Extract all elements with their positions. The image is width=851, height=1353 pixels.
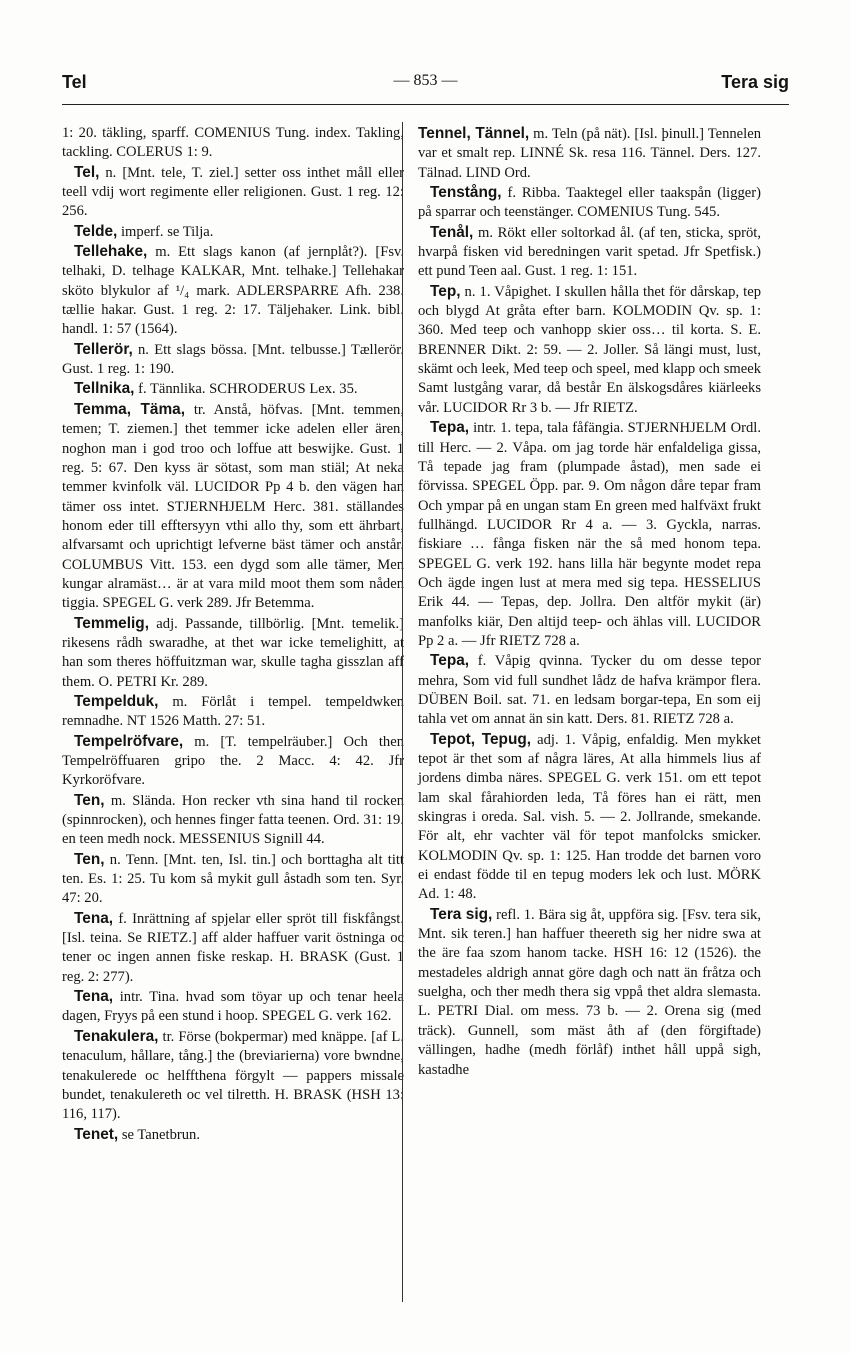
- dictionary-entry: [62, 124, 404, 163]
- entry-text: intr. Tina. hvad som töyar up och tenar heela dagen, Fryys på een stund i hoop. SPEGEL G. verk 162.: [62, 989, 404, 1025]
- entry-headword: Tepot, Tepug,: [430, 730, 532, 748]
- entry-text: refl. 1. Bära sig åt, uppföra sig. [Fsv. tera sik, Mnt. sik teren.] han haffuer theereth sig her nidre swa at the äre faa szom hanom tacke. HSH 16: 12 (1526). the mestadeles aldrigh annat göre dagh och natt än fråtza och suelgha, och ther medh thera sig vppå thet aldra slemasta. L. PETRI Dial. om mess. 73 b. — 2. Orena sig (med träck). Gunnell, som mäst åth af (den förgiftade) vällingen, hadhe (medh förlåf) inthet håll uppå sigh, kastadhe: [418, 906, 762, 1078]
- entry-headword: Tepa,: [430, 419, 470, 437]
- dictionary-entry: [62, 379, 404, 399]
- entry-headword: Tellehake,: [74, 243, 148, 261]
- dictionary-entry: [62, 163, 404, 222]
- dictionary-entry: [418, 730, 761, 905]
- entry-text: f. Tännlika. SCHRODERUS Lex. 35.: [134, 381, 358, 398]
- entry-text: intr. 1. tepa, tala fåfängia. STJERNHJELM Ordl. till Herc. — 2. Våpa. om jag torde här enfaldeliga gissa, Tå tepade jag fram (plumpade åstad), men sade ei förvissa. SPEGEL Öpp. par. 9. Om någon dåre tepar fram Och ympar på en ungan stam En green med halfväxt frukt fullhängd. LUCIDOR Rr 4 a. — 3. Gyckla, narras. fiskiare … fånga fisken när the så med honom tepa. SPEGEL G. verk 192. hans lilla här begynte modet repa Och ägde ingen lust at mera med sig tepa. HESSELIUS Erik 44. — Tepas, dep. Jollra. Den altför mykit (är) manfolks kiär, Den altijd teep- och ählas vill. LUCIDOR Pp 2 a. — Jfr RIETZ 728 a.: [418, 420, 761, 649]
- entry-text: tr. Förse (bokpermar) med knäppe. [af L. tenaculum, hållare, tång.] the (breviarierna) vore bwndne, tenakulerede oc helffthena förgylt — pappers missale bundet, tenakulereth oc vel tilretth. H. BRASK (HSH 13: 116, 117).: [62, 1028, 404, 1123]
- left-column: [62, 124, 404, 1145]
- entry-headword: Tellerör,: [74, 340, 133, 358]
- dictionary-entry: [62, 614, 404, 692]
- entry-headword: Ten,: [74, 791, 105, 809]
- entry-text: adj. Passande, tillbörlig. [Mnt. temelik.] rikesens rådh swaradhe, at thet war icke temelighitt, at han som theres höffuitzman war, skulle tagha gisszlan aff them. O. PETRI Kr. 289.: [62, 615, 404, 690]
- entry-text: m. Rökt eller soltorkad ål. (af ten, sticka, spröt, hvarpå fisken vid beredningen varit spetad. Jfr Spetfisk.) ett pund Teen aal. Gust. 1 reg. 1: 151.: [418, 224, 761, 280]
- entry-text: n. Tenn. [Mnt. ten, Isl. tin.] och borttagha alt titt ten. Es. 1: 25. Tu kom så mykit gull åstadh som ten. Syr. 47: 20.: [62, 851, 404, 907]
- dictionary-entry: [418, 183, 761, 223]
- entry-headword: Ten,: [74, 850, 105, 868]
- header-right-headword: Tera sig: [721, 72, 789, 92]
- entry-headword: Tennel, Tännel,: [418, 125, 530, 142]
- entry-text: se Tanetbrun.: [118, 1126, 200, 1143]
- entry-headword: Temmelig,: [74, 614, 149, 632]
- dictionary-entry: [418, 905, 761, 1080]
- dictionary-entry: [62, 987, 404, 1027]
- entry-headword: Tenet,: [74, 1125, 119, 1143]
- page-header: [62, 72, 789, 102]
- entry-headword: Telde,: [74, 222, 118, 240]
- entry-headword: Tellnika,: [74, 380, 135, 398]
- entry-headword: Tel,: [74, 163, 100, 181]
- entry-headword: Tenakulera,: [74, 1027, 159, 1045]
- dictionary-entry: [62, 242, 404, 340]
- dictionary-entry: [418, 651, 761, 729]
- entry-text: tr. Anstå, höfvas. [Mnt. temmen, temen; T. ziemen.] thet temmer icke adelen eller ären, noghon man i god troo och loffue att beswijke. Gust. 1 reg. 5: 67. Den kyss är sötast, som man stiäl; At neka temmer kvinfolk väl. LUCIDOR Pp 4 b. den vägen han tämer oss intet. STJERNHJELM Herc. 381. ställandes honom eder till efftersyyn vthi allo thy, som ett ährbart, alfvarsamt och uprichtigt lefverne bäst tämer och anstår. COLUMBUS Vitt. 153. een dygd som alle tämer, Men kungar alramäst… är at vara mild moot them som nåden tiggia. SPEGEL G. verk 289. Jfr Betemma.: [62, 401, 404, 612]
- entry-text: imperf. se Tilja.: [117, 223, 214, 240]
- entry-headword: Tepa,: [430, 652, 470, 670]
- header-rule: [62, 104, 789, 105]
- entry-headword: Tempelduk,: [74, 692, 159, 710]
- header-left-headword: Tel: [62, 72, 87, 92]
- dictionary-entry: [62, 1125, 404, 1145]
- dictionary-entry: [418, 223, 761, 282]
- dictionary-entry: [418, 124, 761, 183]
- entry-text: m. Slända. Hon recker vth sina hand til rocken (spinnrocken), och hennes finger fatta teenen. Ord. 31: 19. en teen medh nock. MESSENIUS Signill 44.: [62, 792, 404, 848]
- dictionary-entry: [418, 282, 761, 418]
- entry-headword: Temma, Täma,: [74, 400, 185, 418]
- dictionary-entry: [62, 791, 404, 850]
- entry-text: f. Våpig qvinna. Tycker du om desse tepor mehra, Som vid full sundhet lådz de hafva krämpor flera. DÜBEN Boil. sat. 71. en ledsam borgar-tepa, En som eij tahla vet om annat än sin katt. Ders. 81. RIETZ 728 a.: [418, 653, 761, 728]
- entry-text: m. Ett slags kanon (af jernplåt?). [Fsv. telhaki, D. telhage KALKAR, Mnt. telhake.] Tellehakar sköto blykulor af ¹/₄ mark. ADLERSPARRE Afh. 238. tællie hakar. Gust. 1 reg. 2: 17. Täljehaker. Link. bibl. handl. 1: 57 (1564).: [62, 244, 404, 338]
- dictionary-entry: [62, 1027, 404, 1125]
- dictionary-entry: [62, 909, 404, 987]
- entry-text: m. Teln (på nät). [Isl. þinull.] Tennelen var et smalt rep. LINNÉ Sk. resa 116. Tännel. Ders. 127. Tälnad. LIND Ord.: [418, 126, 761, 181]
- dictionary-entry: [62, 222, 404, 242]
- entry-text: f. Inrättning af spjelar eller spröt till fiskfångst. [Isl. teina. Se RIETZ.] aff alder haffuer varit östninga oc tener oc ingen annen fiske reskap. H. BRASK (Gust. 1 reg. 2: 277).: [62, 910, 404, 985]
- entry-text: adj. 1. Våpig, enfaldig. Men mykket tepot är thet som af några läres, At alla himmels lius af jordens dimba näres. SPEGEL G. verk 151. om ett tepot lam skal fårahiorden leda, Tå föres han ei rätt, men skingras i oreda. Sal. vish. 5. — 2. Jollrande, smekande. För alt, ehr vachter väl för tepot manfolcks smicker. KOLMODIN Qv. sp. 1: 125. Han trodde det barnen voro ei endast födde til en tepug moders lek och lust. MÖRK Ad. 1: 48.: [418, 731, 761, 903]
- dictionary-entry: [62, 850, 404, 909]
- dictionary-entry: [418, 418, 761, 651]
- entry-text: m. [T. tempelräuber.] Och then Tempelröffuaren gripo the. 2 Macc. 4: 42. Jfr Kyrkoröfvare.: [62, 733, 404, 789]
- entry-headword: Tempelröfvare,: [74, 732, 184, 750]
- entry-text: n. [Mnt. tele, T. ziel.] setter oss inthet måll eller teell vdij wort regimente eller religionen. Gust. 1 reg. 12: 256.: [62, 164, 404, 220]
- right-column: [418, 124, 761, 1080]
- entry-text: 1: 20. täkling, sparff. COMENIUS Tung. index. Takling, tackling. COLERUS 1: 9.: [62, 125, 404, 161]
- entry-headword: Tena,: [74, 988, 114, 1006]
- entry-text: m. Förlåt i tempel. tempeldwken remnadhe. NT 1526 Matth. 27: 51.: [62, 693, 404, 730]
- entry-headword: Tera sig,: [430, 905, 493, 923]
- page-number: — 853 —: [393, 72, 458, 89]
- entry-headword: Tenål,: [430, 223, 474, 241]
- entry-text: f. Ribba. Taaktegel eller taakspån (ligger) på sparrar och teenstänger. COMENIUS Tung. 545.: [418, 185, 761, 221]
- column-divider: [402, 122, 403, 1302]
- dictionary-entry: [62, 732, 404, 791]
- entry-headword: Tenstång,: [430, 184, 502, 202]
- dictionary-entry: [62, 400, 404, 614]
- entry-headword: Tep,: [430, 282, 461, 300]
- entry-text: n. Ett slags bössa. [Mnt. telbusse.] Tællerör. Gust. 1 reg. 1: 190.: [62, 341, 404, 378]
- dictionary-entry: [62, 692, 404, 732]
- entry-text: n. 1. Våpighet. I skullen hålla thet för dårskap, tep och blygd At gråta efter barn. KOLMODIN Qv. sp. 1: 360. Med teep och vanhopp skier oss… til korta. S. E. BRENNER Dikt. 2: 59. — 2. Joller. Så längi must, lust, skämt och leek, Med teep och speel, med klapp och smeek Samt lustgång varar, då består En älskogsdåres kiärleeks vår. LUCIDOR Rr 3 b. — Jfr RIETZ.: [418, 283, 761, 416]
- dictionary-entry: [62, 340, 404, 380]
- entry-headword: Tena,: [74, 909, 114, 927]
